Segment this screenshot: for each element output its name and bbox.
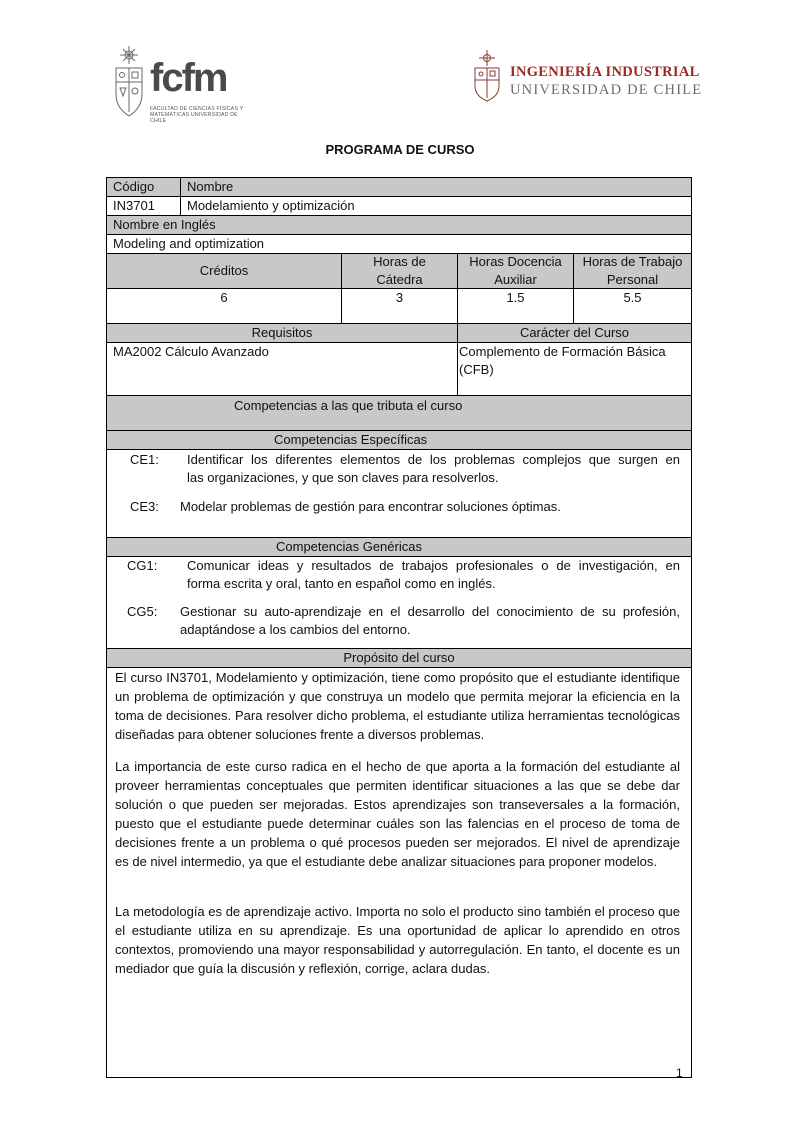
ingenieria-industrial-logo [470, 50, 703, 102]
ce3-text: Modelar problemas de gestión para encontrar soluciones óptimas. [180, 499, 561, 514]
personal-label [573, 253, 692, 289]
university-crest-icon [472, 50, 502, 102]
ce1-text-line-2: las organizaciones, y que son claves para resolverlos. [187, 470, 499, 485]
cg1-text-line-2: forma escrita y oral, tanto en español como en inglés. [187, 576, 496, 591]
generic-competencies-label: Competencias Genéricas [106, 537, 692, 557]
university-crest-icon [112, 46, 146, 122]
purpose-paragraph-1: El curso IN3701, Modelamiento y optimización, tiene como propósito que el estudiante identifique un problema de optimización y que construya un modelo que permita mejorar la eficiencia en la toma de decisiones. Para resolver dicho problema, el estudiante utiliza herramientas tecnológicas diseñadas para obtener soluciones frente a diversos problemas. [115, 670, 680, 742]
cg5-text-line-1: Gestionar su auto-aprendizaje en el desarrollo del conocimiento de su profesión, [180, 604, 680, 619]
cg1-text-line-1: Comunicar ideas y resultados de trabajos profesionales o de investigación, en [187, 558, 680, 573]
course-code: IN3701 [106, 196, 181, 216]
course-name: Modelamiento y optimización [180, 196, 692, 216]
character-label: Carácter del Curso [457, 323, 692, 343]
english-name: Modeling and optimization [106, 234, 692, 254]
code-label: Código [106, 177, 181, 197]
purpose-paragraph-3: La metodología es de aprendizaje activo. Importa no solo el producto sino también el proceso que el estudiante utiliza en su aprendizaje. Es una oportunidad de aplicar lo aprendido en otros contextos, promoviendo una mayor responsabilidad y autorregulación. En tanto, el docente es un mediador que guía la discusión y reflexión, corrige, aclara dudas. [115, 904, 680, 976]
purpose-label: Propósito del curso [106, 648, 692, 668]
credits-value: 6 [106, 288, 342, 324]
requirements-value: MA2002 Cálculo Avanzado [106, 342, 458, 396]
cg5-code: CG5: [127, 604, 158, 619]
catedra-value: 3 [341, 288, 458, 324]
auxiliar-label-line-1: Horas Docencia [469, 254, 562, 269]
ce1-text-line-1: Identificar los diferentes elementos de los problemas complejos que surgen en [187, 452, 680, 467]
english-name-label: Nombre en Inglés [106, 215, 692, 235]
credits-label [106, 253, 342, 289]
competencies-header: Competencias a las que tributa el curso [106, 395, 692, 431]
name-label: Nombre [180, 177, 692, 197]
ce3-code: CE3: [130, 499, 159, 514]
character-value-line-2: (CFB) [459, 362, 494, 377]
catedra-label [341, 253, 458, 289]
character-value-line-1: Complemento de Formación Básica [459, 344, 666, 359]
personal-label-line-1: Horas de Trabajo [582, 254, 683, 269]
auxiliar-label-line-2: Auxiliar [494, 272, 537, 287]
cg5-text-line-2: adaptándose a los cambios del entorno. [180, 622, 411, 637]
fcfm-logo [110, 42, 250, 132]
auxiliar-value: 1.5 [457, 288, 574, 324]
fcfm-wordmark: fcfm [150, 56, 227, 100]
personal-label-line-2: Personal [606, 272, 659, 287]
character-value [457, 342, 692, 396]
credits-label-text: Créditos [199, 263, 249, 278]
requirements-label: Requisitos [106, 323, 458, 343]
catedra-label-line-1: Horas de [373, 254, 426, 269]
cg1-code: CG1: [127, 558, 158, 573]
auxiliar-label [457, 253, 574, 289]
logo-line-1: INGENIERÍA INDUSTRIAL [510, 64, 700, 80]
ce1-code: CE1: [130, 452, 159, 467]
fcfm-subtitle: FACULTAD DE CIENCIAS FÍSICAS Y MATEMÁTICAS UNIVERSIDAD DE CHILE [150, 106, 244, 124]
catedra-label-line-2: Cátedra [376, 272, 423, 287]
document-title: PROGRAMA DE CURSO [325, 142, 475, 157]
personal-value: 5.5 [573, 288, 692, 324]
logo-line-2: UNIVERSIDAD DE CHILE [510, 82, 703, 98]
page-number: 1 [676, 1066, 683, 1080]
purpose-paragraph-2: La importancia de este curso radica en el hecho de que aporta a la formación del estudiante al proveer herramientas conceptuales que permiten identificar situaciones a las que se debe dar solución o que pueden ser mejoradas. Estos aprendizajes son transeversales a la formación, puesto que el estudiante puede determinar cuáles son las falencias en el proceso de toma de decisiones frente a un problema o qué procesos pueden ser mejorados. El nivel de aprendizaje es de nivel intermedio, ya que el estudiante debe analizar situaciones para proponer modelos. [115, 759, 680, 869]
specific-competencies-label: Competencias Específicas [106, 430, 692, 450]
